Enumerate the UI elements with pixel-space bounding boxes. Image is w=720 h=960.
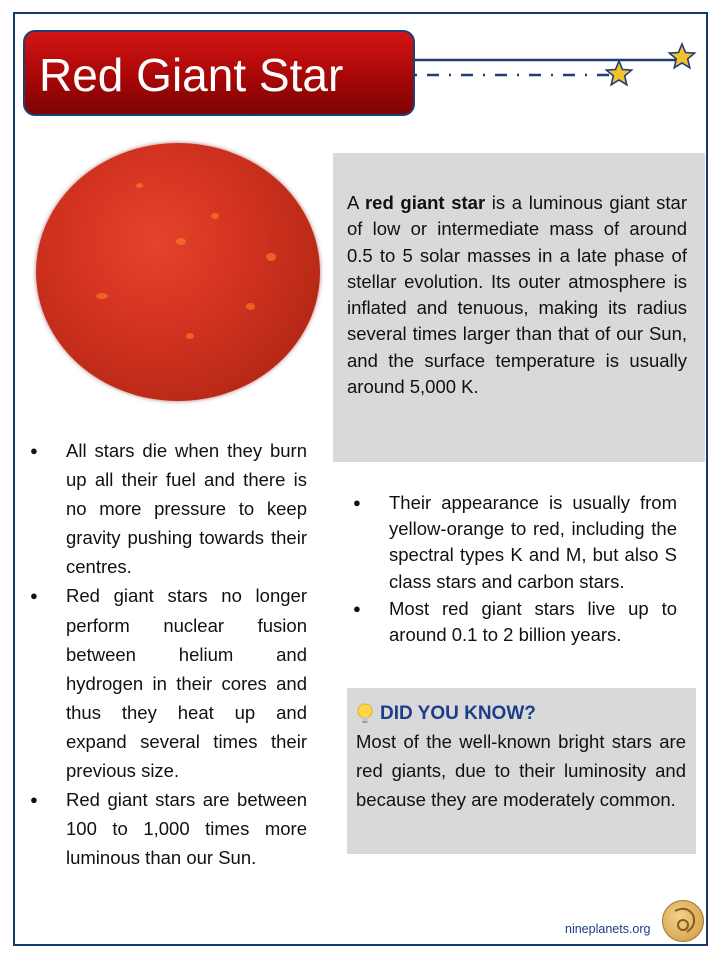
list-item: ● Red giant stars are between 100 to 1,000 times more luminous than our Sun.: [30, 785, 307, 872]
did-you-know-heading: DID YOU KNOW?: [356, 701, 686, 727]
red-giant-image: [36, 143, 320, 401]
list-item: ● Red giant stars no longer perform nuclear fusion between helium and hydrogen in their cores and thus they heat up and expand several times their previous size.: [30, 581, 307, 785]
page-title: Red Giant Star: [39, 49, 344, 101]
did-you-know-text: Most of the well-known bright stars are red giants, due to their luminosity and because they are moderately common.: [356, 731, 686, 810]
intro-bold-term: red giant star: [364, 192, 486, 213]
list-item: ● All stars die when they burn up all their fuel and there is no more pressure to keep gravity pushing towards their centres.: [30, 436, 307, 581]
star-icon: [669, 44, 694, 68]
left-facts-list: [30, 436, 307, 872]
right-facts-list: [353, 490, 677, 648]
did-you-know-box: [347, 688, 696, 854]
intro-box: A red giant star is a luminous giant star of low or intermediate mass of around 0.5 to 5 solar masses in a late phase of stellar evolution. Its outer atmosphere is inflated and tenuous, making its radius several times larger than that of our Sun, and the surface temperature is usually around 5,000 K.: [333, 153, 705, 462]
star-icon: [606, 61, 631, 85]
footer-site[interactable]: nineplanets.org: [565, 922, 651, 936]
lightbulb-icon: [356, 703, 374, 725]
list-item: ● Their appearance is usually from yellow-orange to red, including the spectral types K and M, but also S class stars and carbon stars.: [353, 490, 677, 595]
list-item: ● Most red giant stars live up to around 0.1 to 2 billion years.: [353, 596, 677, 648]
star-line-decoration: [405, 40, 705, 90]
nineplanets-logo-icon: [662, 900, 704, 942]
title-banner: [23, 30, 415, 116]
